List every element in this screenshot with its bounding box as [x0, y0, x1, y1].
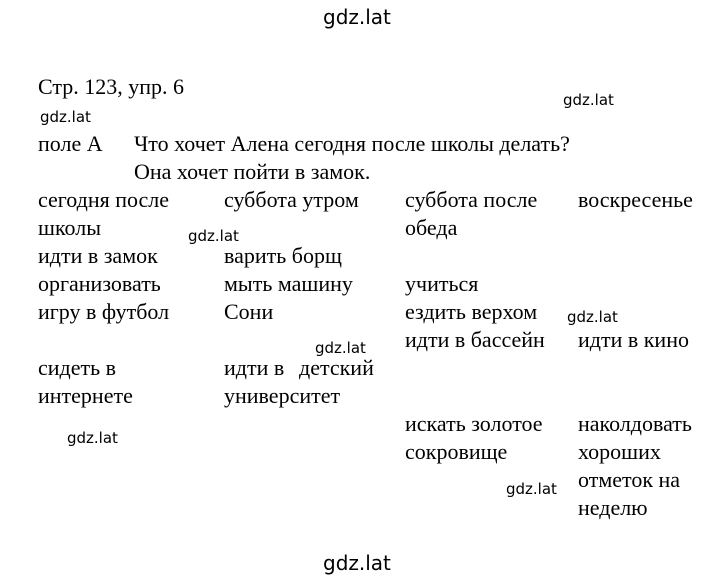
col1-item: сидеть в — [38, 355, 117, 380]
exercise-header: Стр. 123, упр. 6 — [38, 74, 185, 99]
col2-heading: суббота утром — [224, 187, 359, 212]
col3-item: искать золотое — [405, 411, 543, 436]
watermark: gdz.lat — [315, 339, 366, 357]
col2-item: идти в — [224, 355, 285, 380]
answer-text: Она хочет пойти в замок. — [134, 159, 371, 184]
watermark: gdz.lat — [67, 429, 118, 447]
col4-item: хороших — [578, 439, 661, 464]
watermark-bottom: gdz.lat — [323, 551, 391, 575]
watermark: gdz.lat — [563, 91, 614, 109]
field-label: поле А — [38, 131, 103, 156]
col3-item: учиться — [405, 271, 479, 296]
col1-item: интернете — [38, 383, 133, 408]
col1-item: идти в замок — [38, 243, 158, 268]
col1-heading-line1: сегодня после — [38, 187, 170, 212]
question-text: Что хочет Алена сегодня после школы делать? — [134, 131, 570, 156]
col2-item: детский — [299, 355, 374, 380]
col1-item: игру в футбол — [38, 299, 170, 324]
col3-heading-line1: суббота после — [405, 187, 538, 212]
col3-heading-line2: обеда — [405, 215, 458, 240]
col4-item: идти в кино — [578, 327, 689, 352]
col1-item: организовать — [38, 271, 161, 296]
col2-item: мыть машину — [224, 271, 353, 296]
col3-item: ездить верхом — [405, 299, 538, 324]
col4-heading: воскресенье — [578, 187, 693, 212]
watermark-top: gdz.lat — [323, 5, 391, 29]
col3-item: сокровище — [405, 439, 508, 464]
watermark: gdz.lat — [40, 108, 91, 126]
watermark: gdz.lat — [188, 227, 239, 245]
col2-item: варить борщ — [224, 243, 342, 268]
watermark: gdz.lat — [506, 480, 557, 498]
col2-item: Сони — [224, 299, 274, 324]
col1-heading-line2: школы — [38, 215, 101, 240]
col3-item: идти в бассейн — [405, 327, 545, 352]
watermark: gdz.lat — [567, 308, 618, 326]
col4-item: отметок на — [578, 467, 681, 492]
col2-item: университет — [224, 383, 341, 408]
col4-item: наколдовать — [578, 411, 692, 436]
col4-item: неделю — [578, 495, 648, 520]
